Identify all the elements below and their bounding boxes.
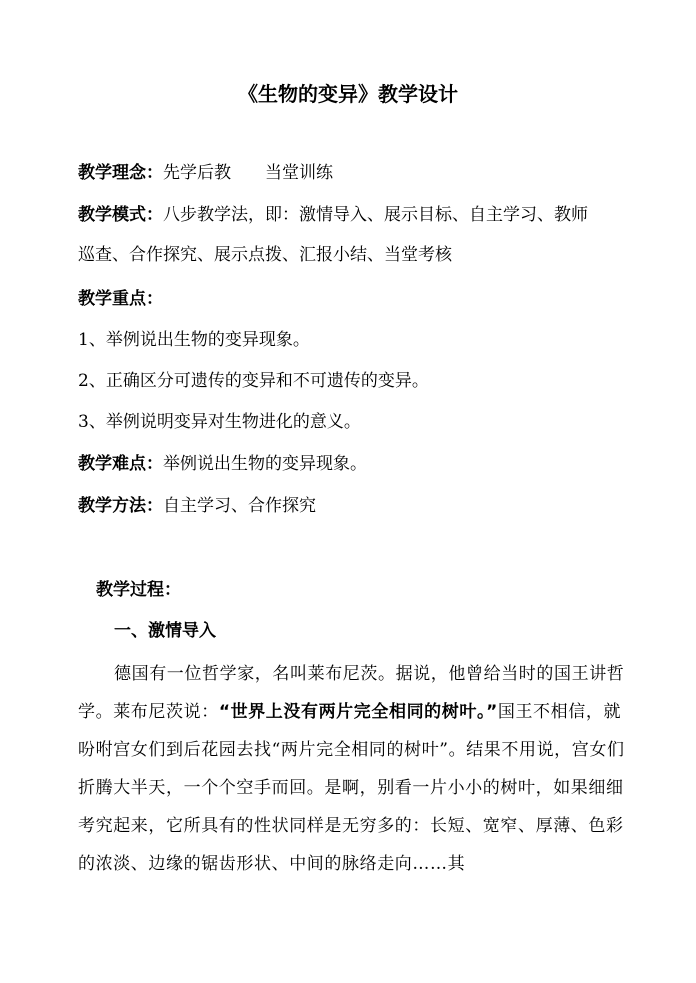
process-label: 教学过程： <box>96 580 181 600</box>
intro-paragraph <box>78 655 630 883</box>
difficulty-line <box>78 453 367 475</box>
teaching-mode-label: 教学模式： <box>78 205 163 225</box>
teaching-mode-line-2 <box>78 244 452 266</box>
difficulty-value: 举例说出生物的变异现象。 <box>163 454 367 474</box>
section-heading-intro: 一、激情导入 <box>114 621 216 641</box>
method-label: 教学方法： <box>78 496 163 516</box>
key-point-item-2: 2、正确区分可遗传的变异和不可遗传的变异。 <box>78 371 429 391</box>
teaching-mode-text-2: 巡查、合作探究、展示点拨、汇报小结、当堂考核 <box>78 245 452 265</box>
teaching-idea-value-2: 当堂训练 <box>265 163 333 183</box>
teaching-mode-text-1: 八步教学法，即：激情导入、展示目标、自主学习、教师 <box>163 205 588 225</box>
method-line <box>78 495 316 517</box>
page-title: 《生物的变异》教学设计 <box>238 82 458 106</box>
key-point-item-1: 1、举例说出生物的变异现象。 <box>78 330 310 350</box>
teaching-idea-line <box>78 162 333 184</box>
key-point-item-3: 3、举例说明变异对生物进化的意义。 <box>78 412 361 432</box>
intro-paragraph-quote: “世界上没有两片完全相同的树叶。” <box>218 702 498 722</box>
difficulty-label: 教学难点： <box>78 454 163 474</box>
intro-paragraph-text-2: 国王不相信，就吩咐宫女们到后花园去找“两片完全相同的树叶”。结果不用说，宫女们折腾大半天，一个个空手而回。是啊，别看一片小小的树叶，如果细细考究起来，它所具有的性状同样是无穷多的：长短、宽窄、厚薄、色彩的浓淡、边缘的锯齿形状、中间的脉络走向……其 <box>78 702 625 874</box>
method-value: 自主学习、合作探究 <box>163 496 316 516</box>
teaching-mode-line-1 <box>78 204 588 226</box>
teaching-idea-label: 教学理念： <box>78 163 163 183</box>
key-points-label: 教学重点： <box>78 289 163 309</box>
intro-paragraph-text-1: 德国有一位哲学家，名叫莱布尼茨。据说，他曾给当时的国王讲哲学。莱布尼茨说： <box>78 664 625 722</box>
teaching-idea-value-1: 先学后教 <box>163 163 231 183</box>
